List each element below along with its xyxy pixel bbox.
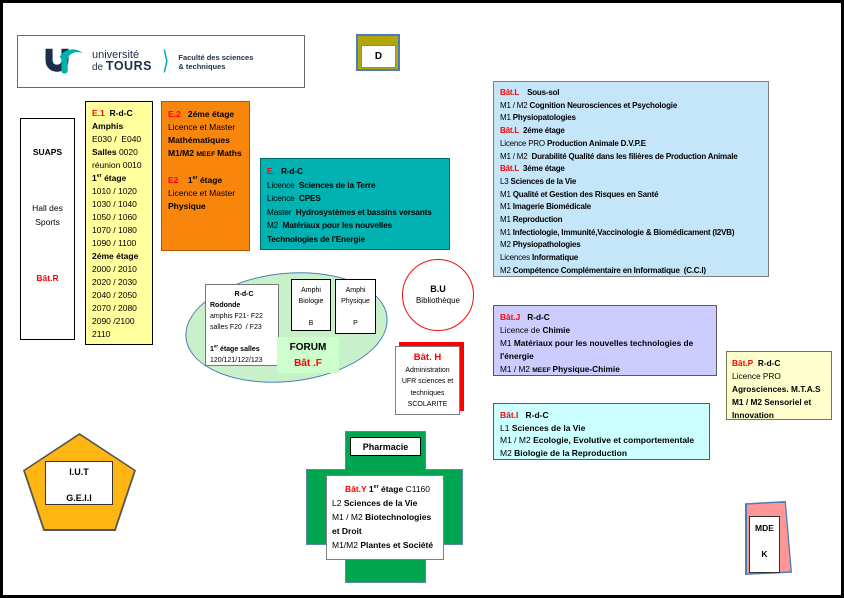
university-logo [17,35,305,88]
text-line: SCOLARITE [407,401,448,408]
text-line: L1 Sciences de la Vie [500,422,586,433]
text-line: E.2 2éme étage [168,109,235,119]
text-line: M1 Matériaux pour les nouvelles technologies de [500,338,694,348]
text-line: Licence et Master [168,122,236,132]
building-d-label: D [361,45,396,68]
text-line: 1030 / 1040 [92,199,137,209]
text-line: Mathématiques [168,135,230,145]
amphi-physique [335,279,376,334]
text-line: et Droit [332,526,362,536]
text-line: M1 / M2 Biotechnologies [332,512,432,522]
text-line: M1 / M2 Durabilité Qualité dans les filières de Production Animale [500,151,738,161]
text-line: 2070 / 2080 [92,303,137,313]
building-bat-l [493,81,769,277]
logo-universite: université [92,49,140,61]
text-line: M1 Reproduction [500,215,563,225]
text-line: Bât .F [294,358,322,369]
text-line: G.E.I.I [66,493,92,503]
text-line: Amphis [92,121,124,131]
text-line: Licence PRO Production Animale D.V.P.E [500,138,646,148]
text-line: 2éme étage [92,251,139,261]
building-suaps-bat-r [20,118,75,340]
text-line: FORUM [289,342,327,353]
text-line: E.1 R-d-C [92,108,133,118]
text-line: M1 Infectiologie, Immunité,Vaccinologie & Biomédicament (I2VB) [500,227,735,237]
text-line: Bât.L 3éme étage [500,164,565,174]
amphi-biologie [291,279,331,331]
text-line: 2040 / 2050 [92,290,137,300]
text-line: Bât.Y 1er étage C1160 [344,484,430,494]
faculty-name: Faculté des sciences & techniques [178,52,254,71]
text-line: l'énergie [500,351,534,361]
text-line: Master Hydrosystèmes et bassins versants [267,207,432,217]
text-line: M1/M2 MEEF Maths [168,148,242,158]
forum-bat-f-label [277,337,339,373]
building-iut-geii [45,461,113,505]
text-line: L2 Sciences de la Vie [332,498,418,508]
text-line [21,257,74,271]
text-line: M1 / M2 MEEF Physique-Chimie [500,364,620,374]
text-line: 2090 /2100 [92,316,135,326]
text-line: 2020 / 2030 [92,277,137,287]
logo-separator-icon: ⟩ [161,47,170,76]
text-line: Hall des [32,203,63,213]
text-line: Licences Informatique [500,253,579,263]
text-line [168,161,249,174]
text-line [46,479,112,492]
text-line: M2 Physiopathologies [500,240,581,250]
text-line: M1 / M2 Cognition Neurosciences et Psychologie [500,100,678,110]
text-line: 120/121/122/123 [210,357,263,364]
text-line [750,535,779,548]
text-line: 1050 / 1060 [92,212,137,222]
text-line [292,307,330,318]
text-line: Licence Sciences de la Terre [267,180,376,190]
text-line: Bât.L Sous-sol [500,88,560,97]
text-line: Amphi [301,287,321,294]
text-line: B [308,320,314,327]
text-line: Licence de Chimie [500,325,571,335]
text-line [21,173,74,187]
text-line: Bât. H [413,352,442,363]
text-line: 2000 / 2010 [92,264,137,274]
text-line: 1070 / 1080 [92,225,137,235]
building-e2 [161,101,250,251]
text-line: Administration [405,366,450,374]
building-e1 [85,101,153,345]
building-bat-j [493,305,717,376]
text-line: Licence PRO [732,371,781,381]
building-bat-y [326,475,444,560]
building-bat-i [493,403,710,460]
text-line: E. R-d-C [267,167,303,176]
text-line: 1010 / 1020 [92,186,137,196]
text-line: M2 Biologie de la Reproduction [500,447,628,458]
text-line: M1 Imagerie Biomédicale [500,202,592,212]
text-line [336,307,375,318]
text-line [21,229,74,243]
text-line: Bât.L 2éme étage [500,126,565,136]
library-bu [402,259,474,331]
text-line: M1 Physiopatologies [500,113,576,123]
text-line [21,159,74,173]
text-line: R-d-C [234,291,254,298]
building-rotonde [205,284,279,366]
text-line: UFR sciences et [401,378,454,385]
text-line: M1 Qualité et Gestion des Risques en Santé [500,189,659,199]
text-line: 2110 [92,329,111,339]
building-e [260,158,450,250]
text-line: I.U.T [69,467,89,477]
logo-de-tours: de TOURS [92,59,152,73]
text-line: Physique [168,201,206,211]
text-line: Innovation [732,410,774,420]
text-line [21,243,74,257]
building-bat-h [395,346,460,415]
text-line: MDE [755,523,774,533]
logo-wordmark [92,50,152,73]
text-line: Salles 0020 [92,147,138,157]
text-line: L3 Sciences de la Vie [500,176,577,186]
text-line: 1er étage salles [210,343,260,353]
text-line: Technologies de l'Energie [267,234,366,244]
text-line: B.U [430,284,446,294]
text-line: M1 / M2 Ecologie, Evolutive et comportementale [500,435,695,445]
text-line: réunion 0010 [92,160,142,170]
building-bat-p [726,351,832,420]
text-line: Bibliothèque [415,296,461,305]
text-line: E030 / E040 [92,134,142,144]
text-line: 1090 / 1100 [92,238,137,248]
building-mde-k [749,516,780,573]
text-line: salles F20 / F23 [210,324,262,331]
text-line: amphis F21- F22 [210,313,263,320]
text-line: Licence CPES [267,194,321,203]
text-line: Rodonde [210,302,241,309]
text-line: M1/M2 Plantes et Société [332,540,434,550]
text-line [210,333,278,344]
text-line: M2 Compétence Complémentaire en Informatique (C.C.I) [500,265,706,275]
text-line: Bât.P R-d-C [732,358,781,368]
text-line: Physique [341,298,370,305]
text-line: P [353,320,358,327]
text-line: Licence et Master [168,188,236,198]
text-line: Amphi [345,287,366,294]
text-line: techniques [410,389,445,397]
text-line: SUAPS [32,147,63,157]
text-line: K [761,549,768,559]
text-line: Agrosciences. M.T.A.S [732,384,821,394]
text-line: Sports [35,217,60,227]
text-line: 1er étage [92,173,127,183]
text-line: Biologie [298,298,324,305]
text-line: Bât.R [36,273,59,283]
text-line: M2 Matériaux pour les nouvelles [267,221,393,230]
text-line: Bât.J R-d-C [500,312,550,322]
pharmacie-label: Pharmacie [350,437,421,456]
ut-logo-icon [42,46,88,78]
text-line: M1 / M2 Sensoriel et [732,397,812,407]
text-line [21,187,74,201]
text-line: Bât.I R-d-C [500,410,549,420]
building-d [356,34,400,71]
text-line: E2 1er étage [168,175,223,185]
